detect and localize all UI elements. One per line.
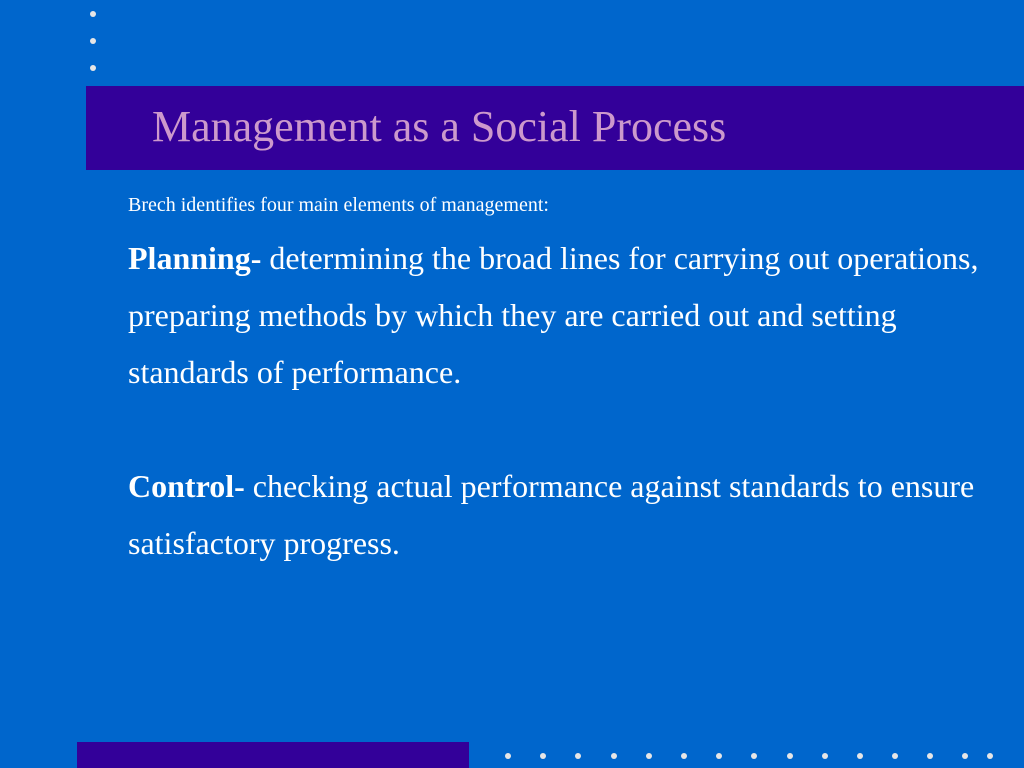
decorative-dot (892, 753, 898, 759)
planning-term: Planning- (128, 240, 262, 276)
decorative-dot (822, 753, 828, 759)
planning-paragraph (128, 230, 1008, 401)
decorative-dots-vertical (90, 11, 98, 73)
decorative-dot (90, 65, 96, 71)
decorative-dot (962, 753, 968, 759)
decorative-dots-horizontal (505, 753, 1005, 761)
decorative-dot (927, 753, 933, 759)
decorative-dot (575, 753, 581, 759)
control-paragraph (128, 458, 1008, 572)
decorative-dot (751, 753, 757, 759)
control-definition: checking actual performance against standards to ensure satisfactory progress. (128, 468, 975, 561)
decorative-dot (646, 753, 652, 759)
slide-body (128, 190, 1008, 572)
planning-definition: determining the broad lines for carrying out operations, preparing methods by which they are carried out and setting standards of performance. (128, 240, 979, 390)
decorative-dot (681, 753, 687, 759)
decorative-dot (540, 753, 546, 759)
decorative-dot (505, 753, 511, 759)
intro-text: Brech identifies four main elements of management: (128, 194, 549, 216)
decorative-dot (787, 753, 793, 759)
decorative-dot (987, 753, 993, 759)
decorative-dot (611, 753, 617, 759)
decorative-dot (90, 11, 96, 17)
decorative-dot (857, 753, 863, 759)
control-term: Control- (128, 468, 245, 504)
decorative-dot (90, 38, 96, 44)
bottom-bar (77, 742, 469, 768)
decorative-dot (716, 753, 722, 759)
slide-title: Management as a Social Process (152, 102, 727, 151)
